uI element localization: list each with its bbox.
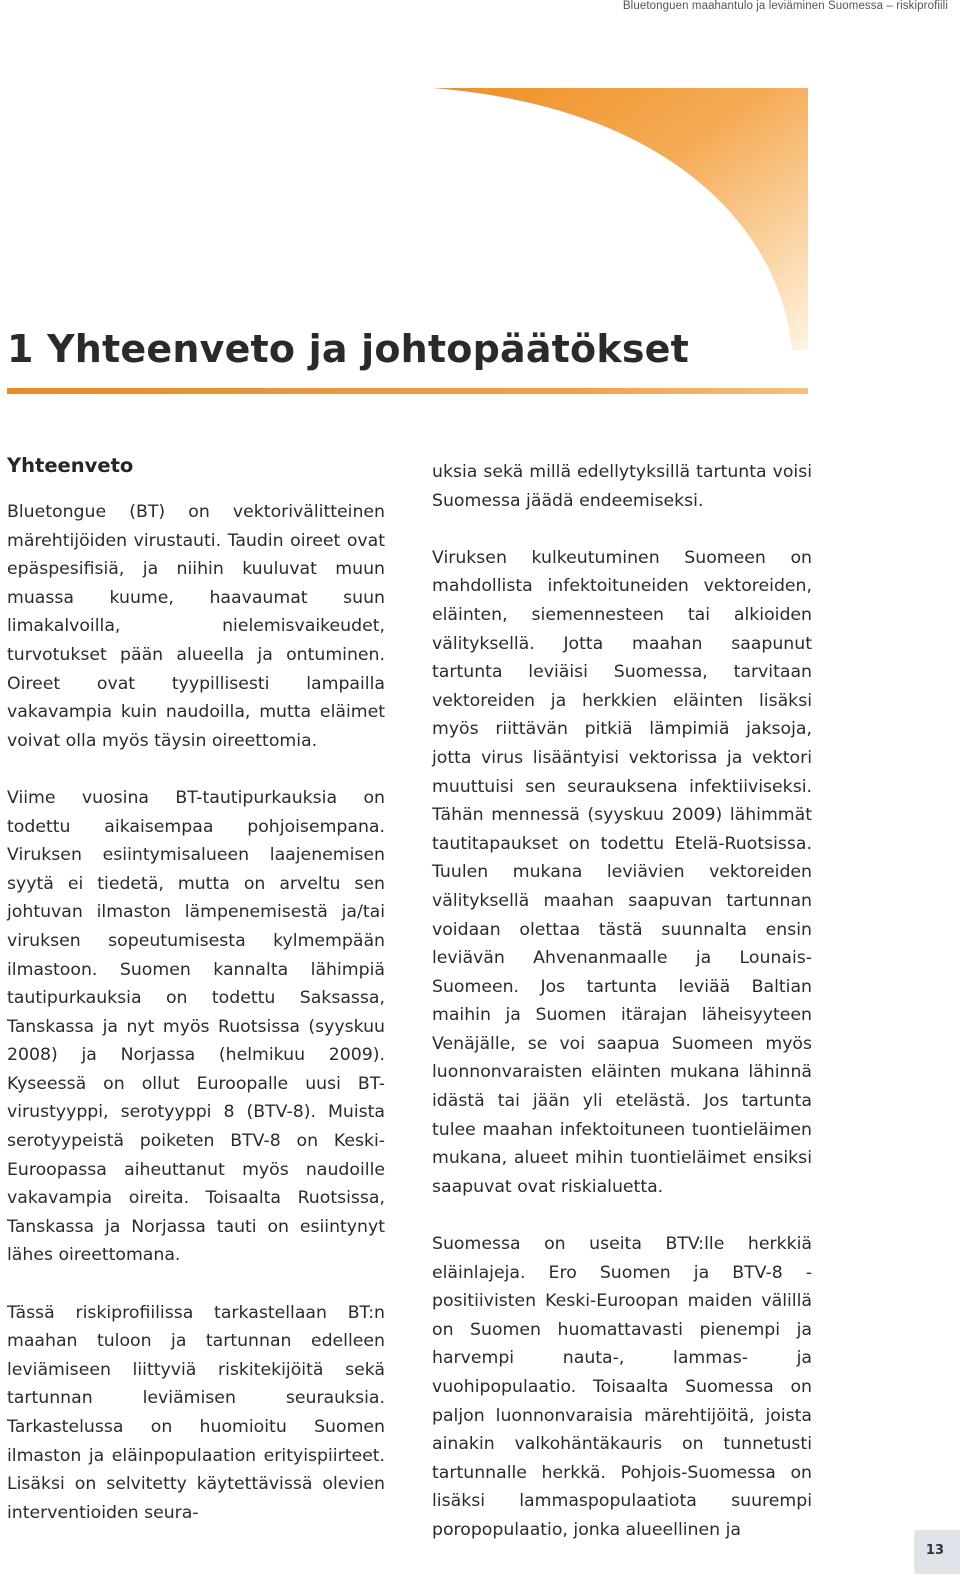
page-number-tab [914, 1530, 960, 1574]
chapter-title: 1 Yhteenveto ja johtopäätökset [7, 327, 689, 371]
corner-shape [432, 88, 808, 350]
paragraph: Viruksen kulkeutuminen Suomeen on mahdollista infektoituneiden vektoreiden, eläinten, siemennesteen tai alkioiden välityksellä. Jotta maahan saapunut tartunta leviäisi Suomessa, tarvitaan vektoreiden ja herkkien eläinten lisäksi myös riittävän pitkiä lämpimiä jaksoja, jotta virus lisääntyisi vektorissa ja vektori muuttuisi sen seurauksena infektiiviseksi. Tähän mennessä (syyskuu 2009) lähimmät tautitapaukset on todettu Etelä-Ruotsissa. Tuulen mukana leviävien vektoreiden välityksellä maahan saapuvan tartunnan voidaan olettaa tästä suunnalta ensin leviävän Ahvenanmaalle ja Lounais-Suomeen. Jos tartunta leviää Baltian maihin ja Suomen itärajan läheisyyteen Venäjälle, se voi saapua Suomeen myös luonnonvaraisten eläinten mukana lähinnä idästä tai jään yli etelästä. Jos tartunta tulee maahan infektoituneen tuontieläimen mukana, alueet mihin tuontieläimet ensiksi saapuvat ovat riskialuetta. [432, 547, 812, 1197]
paragraph: Viime vuosina BT-tautipurkauksia on todettu aikaisempaa pohjoisempana. Viruksen esiintymisalueen laajenemisen syytä ei tiedetä, mutta on arveltu sen johtuvan ilmaston lämpenemisestä ja/tai viruksen sopeutumisesta kylmempään ilmastoon. Suomen kannalta lähimpiä tautipurkauksia on todettu Saksassa, Tanskassa ja nyt myös Ruotsissa (syyskuu 2008) ja Norjassa (helmikuu 2009). Kyseessä on ollut Euroopalle uusi BT-virustyyppi, serotyyppi 8 (BTV-8). Muista serotyypeistä poiketen BTV-8 on Keski-Euroopassa aiheuttanut myös naudoille vakavampia oireita. Toisaalta Ruotsissa, Tanskassa ja Norjassa tauti on esiintynyt lähes oireettomana. [7, 787, 385, 1266]
paragraph: uksia sekä millä edellytyksillä tartunta voisi Suomessa jäädä endeemiseksi. [432, 462, 812, 511]
section-heading: Yhteenveto [7, 454, 134, 477]
left-column [7, 452, 385, 1556]
right-column [432, 458, 812, 1573]
decorative-corner-graphic [432, 88, 808, 350]
paragraph: Suomessa on useita BTV:lle herkkiä eläinlajeja. Ero Suomen ja BTV-8 -positiivisten Keski-Euroopan maiden välillä on Suomen huomattavasti pienempi ja harvempi nauta-, lammas- ja vuohipopulaatio. Toisaalta Suomessa on paljon luonnonvaraisia märehtijöitä, joista ainakin valkohäntäkauris on tunnetusti tartunnalle herkkä. Pohjois-Suomessa on lisäksi lammaspopulaatiota suurempi poropopulaatio, jonka alueellinen ja [432, 1234, 812, 1540]
paragraph: Bluetongue (BT) on vektorivälitteinen märehtijöiden virustauti. Taudin oireet ovat epäspesifisiä, ja niihin kuuluvat muun muassa kuume, haavaumat suun limakalvoilla, nielemisvaikeudet, turvotukset pään alueella ja ontuminen. Oireet ovat tyypillisesti lampailla vakavampia kuin naudoilla, mutta eläimet voivat olla myös täysin oireettomia. [7, 502, 385, 751]
paragraph: Tässä riskiprofiilissa tarkastellaan BT:n maahan tuloon ja tartunnan edelleen leviämiseen liittyviä riskitekijöitä sekä tartunnan leviämisen seurauksia. Tarkastelussa on huomioitu Suomen ilmaston ja eläinpopulaation erityispiirteet. Lisäksi on selvitetty käytettävissä olevien interventioiden seura- [7, 1302, 385, 1523]
page-number: 13 [925, 1543, 944, 1558]
running-header: Bluetonguen maahantulo ja leviäminen Suomessa – riskiprofiili [622, 0, 948, 12]
title-rule [7, 388, 808, 394]
